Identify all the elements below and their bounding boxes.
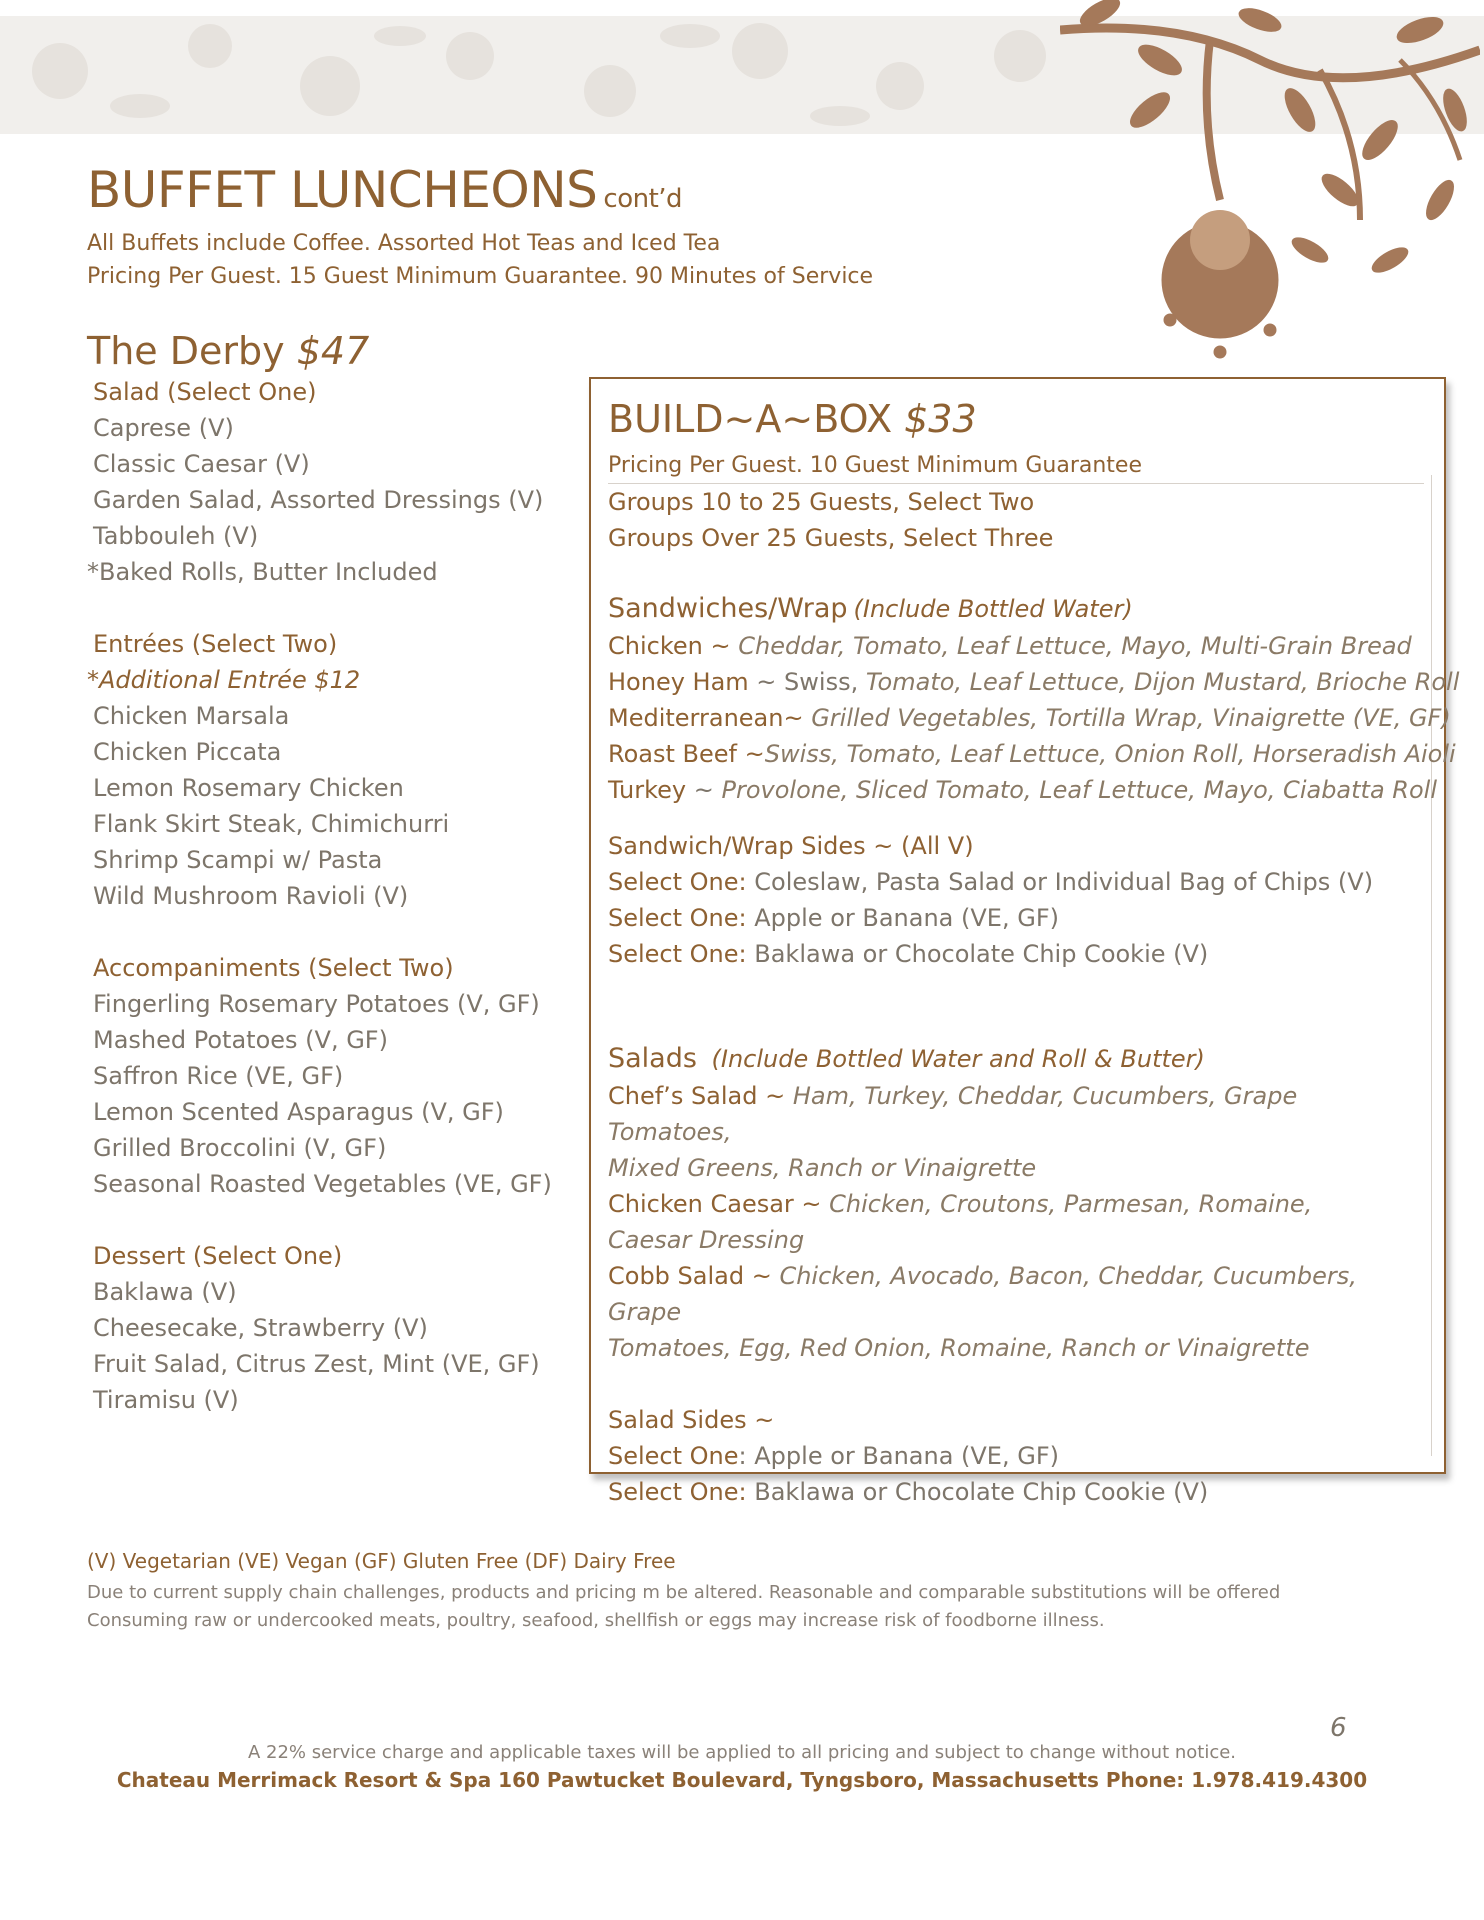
service-charge-note: A 22% service charge and applicable taxes will be applied to all pricing and subject to change without notice. <box>247 1742 1237 1763</box>
list-item: Mashed Potatoes (V, GF) <box>93 1026 388 1054</box>
sandwich-side-item: Select One: Apple or Banana (VE, GF) <box>608 904 1059 932</box>
sandwich-item: Honey Ham ~ Swiss, Tomato, Leaf Lettuce, Dijon Mustard, Brioche Roll <box>608 668 1460 696</box>
page-number: 6 <box>1330 1713 1347 1743</box>
list-item: Flank Skirt Steak, Chimichurri <box>93 810 450 838</box>
list-item: Lemon Rosemary Chicken <box>93 774 404 802</box>
title-suffix: cont’d <box>603 184 683 214</box>
list-item: Tiramisu (V) <box>93 1386 239 1414</box>
resort-address: Chateau Merrimack Resort & Spa 160 Pawtucket Boulevard, Tyngsboro, Massachusetts Phone: 1.978.419.4300 <box>116 1768 1368 1792</box>
group-rule: Groups 10 to 25 Guests, Select Two <box>608 488 1035 516</box>
list-item: Chicken Marsala <box>93 702 290 730</box>
box-title: BUILD~A~BOX $33 <box>608 397 977 441</box>
list-item: Saffron Rice (VE, GF) <box>93 1062 344 1090</box>
divider <box>1431 475 1432 1456</box>
sandwich-item: Mediterranean~ Grilled Vegetables, Tortilla Wrap, Vinaigrette (VE, GF) <box>608 704 1451 732</box>
list-item: Seasonal Roasted Vegetables (VE, GF) <box>93 1170 552 1198</box>
section-heading: Entrées (Select Two) <box>93 630 338 658</box>
box-price: $33 <box>904 397 977 441</box>
list-item: Tabbouleh (V) <box>93 522 259 550</box>
page-header <box>87 161 874 293</box>
list-item: Shrimp Scampi w/ Pasta <box>93 846 383 874</box>
section-heading: Accompaniments (Select Two) <box>93 954 454 982</box>
derby-menu <box>87 328 567 1418</box>
sandwich-sides-heading: Sandwich/Wrap Sides ~ (All V) <box>608 832 974 860</box>
list-item: Caprese (V) <box>93 414 234 442</box>
salads-heading: Salads (Include Bottled Water and Roll & Butter) <box>608 1043 1205 1074</box>
list-item: Grilled Broccolini (V, GF) <box>93 1134 387 1162</box>
list-item: Chicken Piccata <box>93 738 282 766</box>
salad-note: *Baked Rolls, Butter Included <box>87 558 438 586</box>
list-item: Baklawa (V) <box>93 1278 237 1306</box>
additional-entree-note: *Additional Entrée $12 <box>87 666 361 694</box>
salad-item: Cobb Salad ~ Chicken, Avocado, Bacon, Cheddar, Cucumbers, Grape Tomatoes, Egg, Red Onion, Romaine, Ranch or Vinaigrette <box>608 1262 1357 1362</box>
dietary-legend: (V) Vegetarian (VE) Vegan (GF) Gluten Free (DF) Dairy Free <box>87 1549 676 1573</box>
section-heading: Salad (Select One) <box>93 378 317 406</box>
build-a-box-panel <box>589 377 1460 1506</box>
disclaimer: Due to current supply chain challenges, products and pricing m be altered. Reasonable and comparable substitutions will be offered Consuming raw or undercooked meats, poultry, seafood, shellfish or eggs may increase risk of foodborne illness. <box>87 1582 1281 1631</box>
salad-side-item: Select One: Baklawa or Chocolate Chip Cookie (V) <box>608 1478 1209 1506</box>
list-item: Classic Caesar (V) <box>93 450 310 478</box>
page-title: BUFFET LUNCHEONS cont’d <box>87 161 683 219</box>
sandwich-item: Chicken ~ Cheddar, Tomato, Leaf Lettuce, Mayo, Multi-Grain Bread <box>608 632 1412 660</box>
salad-item: Chicken Caesar ~ Chicken, Croutons, Parmesan, Romaine, Caesar Dressing <box>608 1190 1313 1254</box>
sandwiches-heading: Sandwiches/Wrap (Include Bottled Water) <box>608 593 1133 624</box>
list-item: Garden Salad, Assorted Dressings (V) <box>93 486 544 514</box>
sandwich-item: Roast Beef ~Swiss, Tomato, Leaf Lettuce, Onion Roll, Horseradish Aioli <box>608 740 1456 768</box>
header-line-2: Pricing Per Guest. 15 Guest Minimum Guarantee. 90 Minutes of Service <box>87 264 874 289</box>
derby-price: $47 <box>296 329 370 373</box>
salad-side-item: Select One: Apple or Banana (VE, GF) <box>608 1442 1059 1470</box>
sandwich-side-item: Select One: Coleslaw, Pasta Salad or Individual Bag of Chips (V) <box>608 868 1374 896</box>
flower-vine-icon <box>1060 0 1480 370</box>
derby-title: The Derby $47 <box>87 329 370 373</box>
derby-salad-section <box>87 374 567 1418</box>
header-line-1: All Buffets include Coffee. Assorted Hot Teas and Iced Tea <box>87 231 721 256</box>
box-pricing: Pricing Per Guest. 10 Guest Minimum Guarantee <box>608 449 1424 484</box>
list-item: Cheesecake, Strawberry (V) <box>93 1314 428 1342</box>
list-item: Wild Mushroom Ravioli (V) <box>93 882 409 910</box>
group-rule: Groups Over 25 Guests, Select Three <box>608 524 1054 552</box>
list-item: Lemon Scented Asparagus (V, GF) <box>93 1098 504 1126</box>
section-heading: Dessert (Select One) <box>93 1242 343 1270</box>
sandwich-side-item: Select One: Baklawa or Chocolate Chip Cookie (V) <box>608 940 1209 968</box>
list-item: Fingerling Rosemary Potatoes (V, GF) <box>93 990 540 1018</box>
salad-sides-heading: Salad Sides ~ <box>608 1406 775 1434</box>
salad-item: Chef’s Salad ~ Ham, Turkey, Cheddar, Cucumbers, Grape Tomatoes, Mixed Greens, Ranch or Vinaigrette <box>608 1082 1298 1182</box>
sandwich-item: Turkey ~ Provolone, Sliced Tomato, Leaf Lettuce, Mayo, Ciabatta Roll <box>608 776 1437 804</box>
list-item: Fruit Salad, Citrus Zest, Mint (VE, GF) <box>93 1350 540 1378</box>
